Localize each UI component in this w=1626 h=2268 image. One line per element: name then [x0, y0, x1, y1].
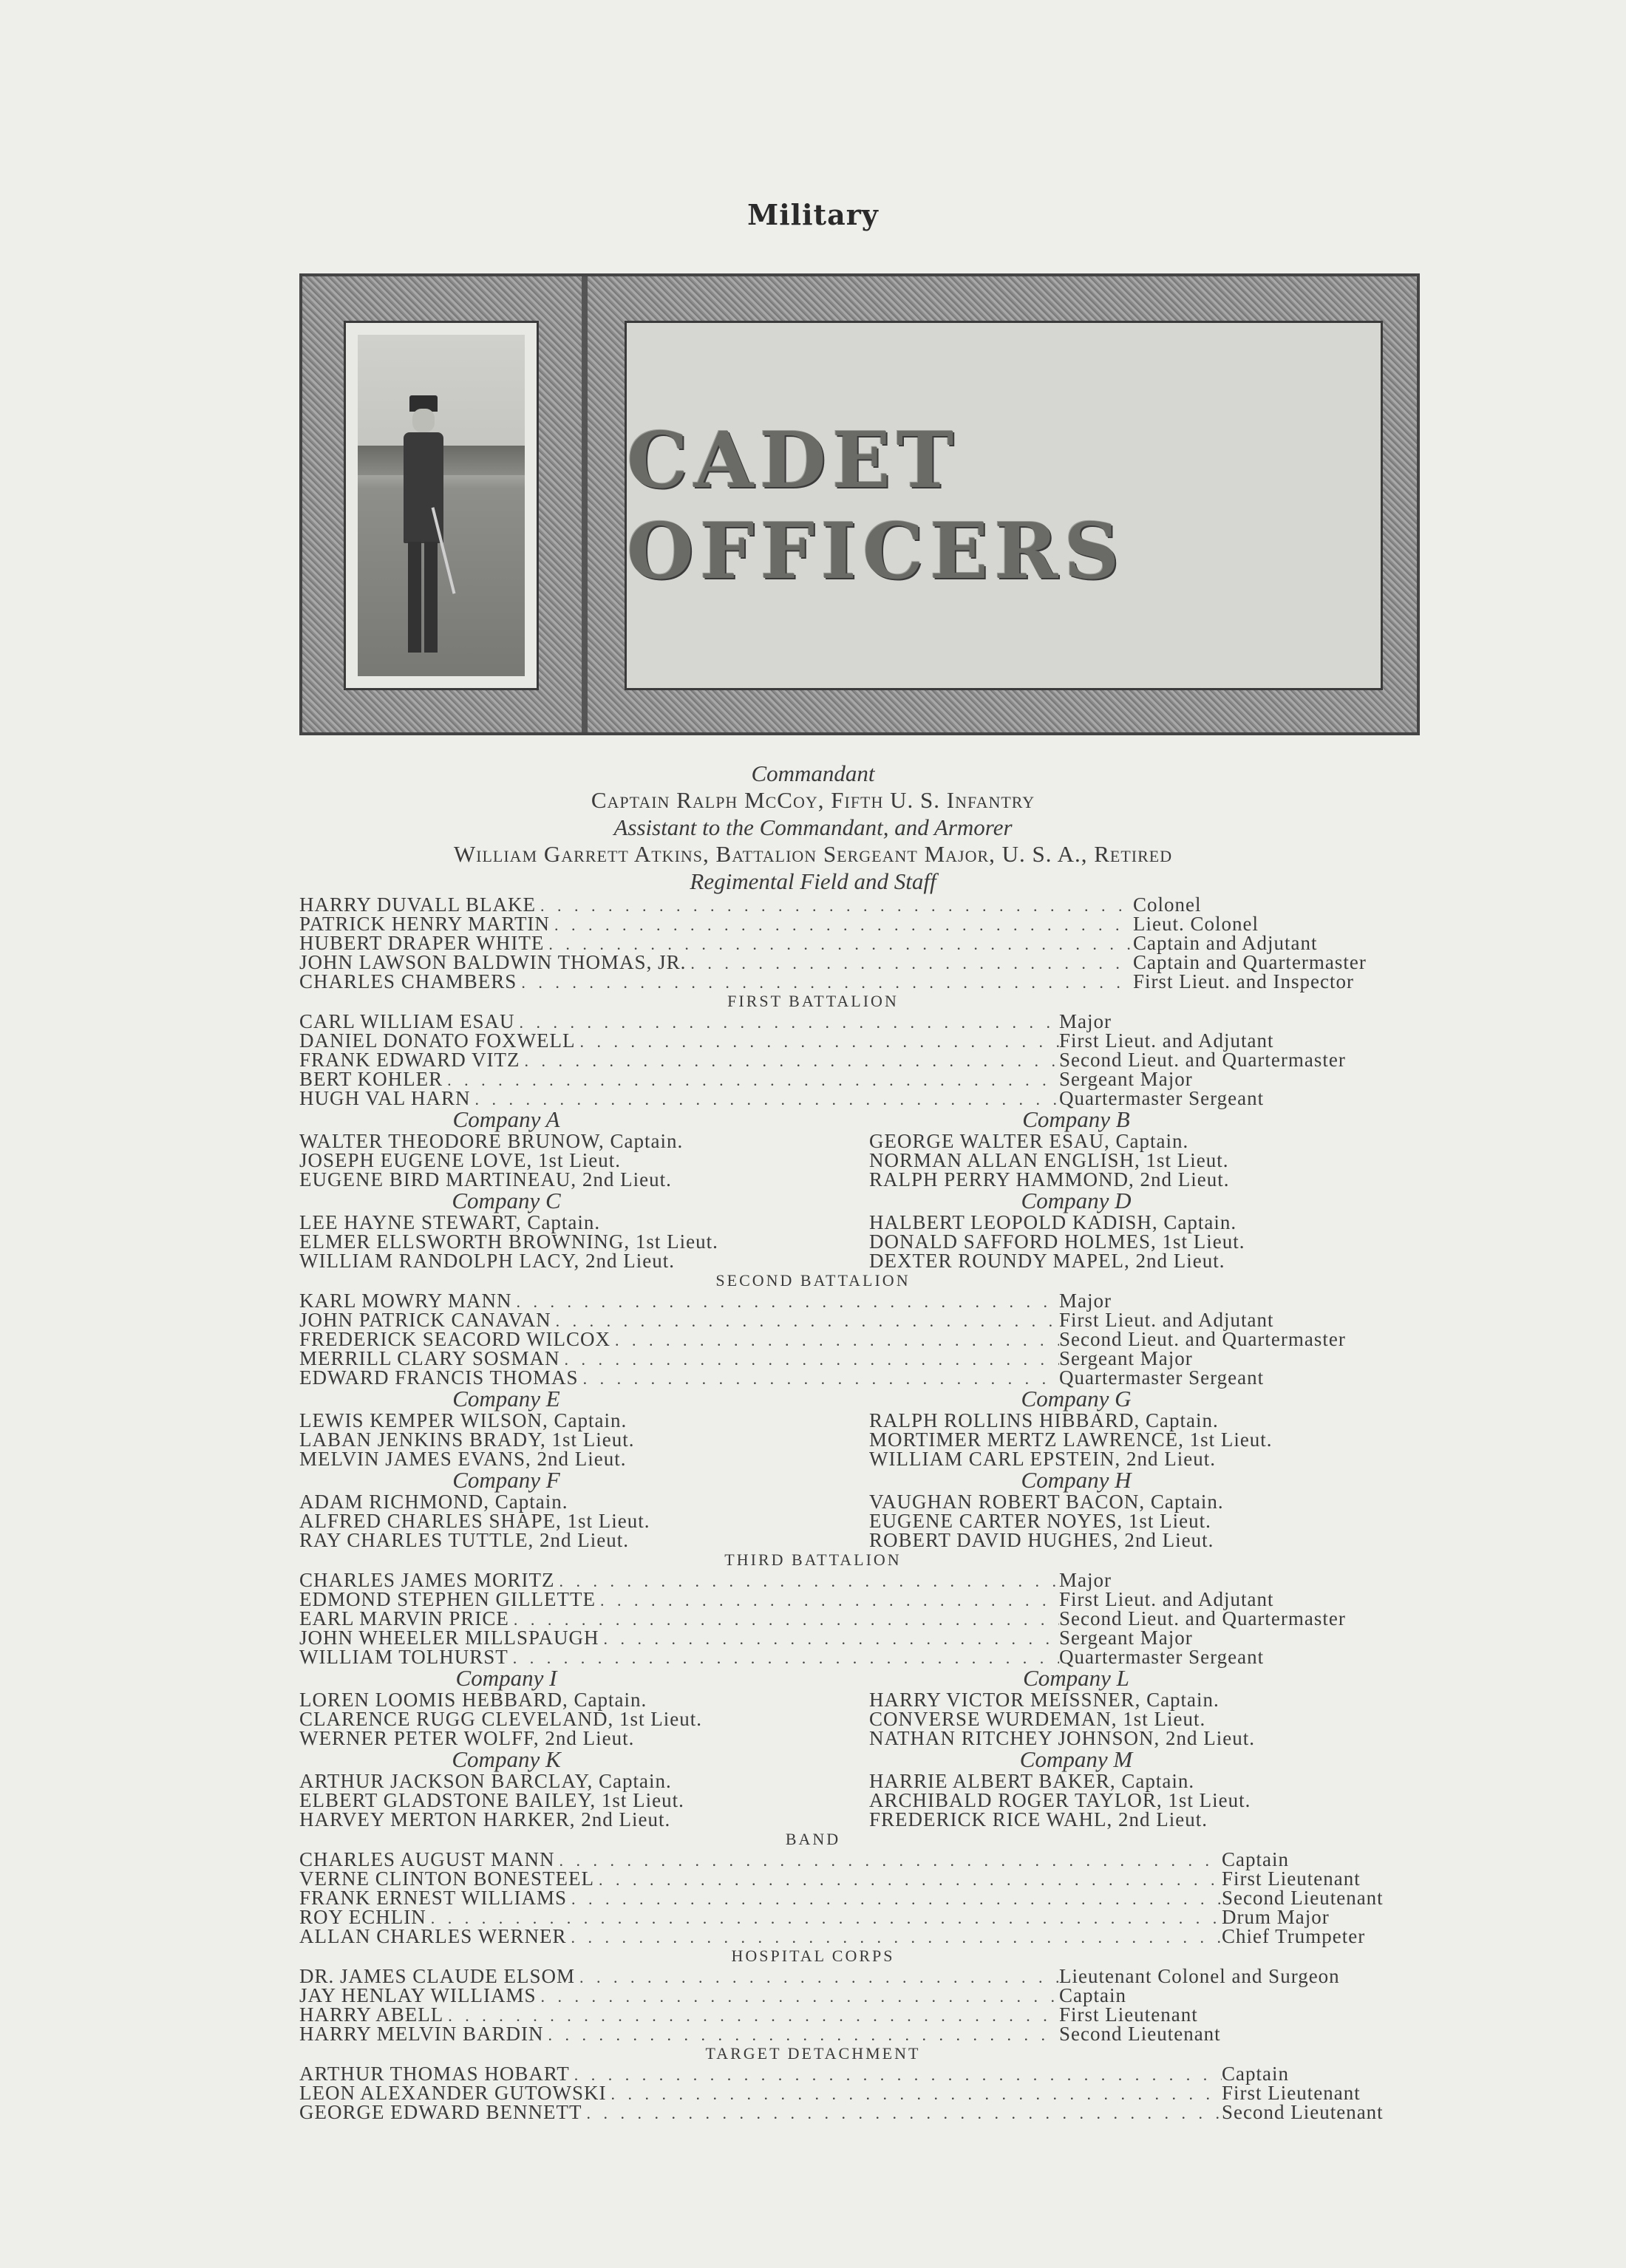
leader-dots: [596, 1591, 1059, 1610]
officer-rank: Sergeant Major: [1059, 1068, 1193, 1090]
hospital-heading: HOSPITAL CORPS: [731, 1947, 895, 1965]
company-officer: ELMER ELLSWORTH BROWNING, 1st Lieut.: [299, 1230, 718, 1253]
battalion-staff-row: [299, 1089, 1423, 1108]
officer-name: HUGH VAL HARN: [299, 1087, 471, 1109]
officer-rank: Quartermaster Sergeant: [1059, 1646, 1265, 1668]
company-right: [869, 1387, 1423, 1468]
company-officer: MORTIMER MERTZ LAWRENCE, 1st Lieut.: [869, 1428, 1273, 1451]
band-row: [299, 1869, 1423, 1888]
officer-rank: Captain and Adjutant: [1133, 932, 1318, 954]
company-officer: ARCHIBALD ROGER TAYLOR, 1st Lieut.: [869, 1789, 1251, 1811]
photo-frame: [344, 321, 539, 690]
battalion-staff-row: [299, 1368, 1423, 1387]
company-officer: WILLIAM RANDOLPH LACY, 2nd Lieut.: [299, 1250, 675, 1272]
company-officer: WALTER THEODORE BRUNOW, Captain.: [299, 1130, 684, 1152]
company-officer: WERNER PETER WOLFF, 2nd Lieut.: [299, 1727, 635, 1749]
banner-title: CADET OFFICERS: [627, 415, 1126, 596]
officer-name: GEORGE EDWARD BENNETT: [299, 2101, 582, 2123]
company-pair: [299, 1387, 1423, 1468]
company-pair: [299, 1468, 1423, 1550]
battalion-staff-row: [299, 1329, 1423, 1349]
commandant-heading: Commandant: [751, 760, 875, 786]
officer-rank: Second Lieutenant: [1222, 1887, 1384, 1909]
leader-dots: [537, 1987, 1059, 2006]
officer-name: ALLAN CHARLES WERNER: [299, 1925, 567, 1947]
officer-name: HARRY DUVALL BLAKE: [299, 893, 537, 916]
officer-rank: First Lieut. and Adjutant: [1059, 1029, 1274, 1052]
officer-name: EDWARD FRANCIS THOMAS: [299, 1366, 579, 1389]
leader-dots: [520, 1052, 1060, 1071]
battalion-staff-row: [299, 1570, 1423, 1590]
officer-rank: Chief Trumpeter: [1222, 1925, 1366, 1947]
staff-row: [299, 972, 1423, 991]
staff-row: [299, 895, 1423, 914]
assistant-name: William Garrett Atkins, Battalion Sergeant Major, U. S. A., Retired: [453, 841, 1173, 867]
target-row: [299, 2083, 1423, 2102]
officer-rank: First Lieutenant: [1059, 2003, 1198, 2026]
company-officer: ARTHUR JACKSON BARCLAY, Captain.: [299, 1770, 672, 1792]
officer-name: MERRILL CLARY SOSMAN: [299, 1347, 560, 1369]
officer-name: WILLIAM TOLHURST: [299, 1646, 508, 1668]
leader-dots: [544, 2026, 1059, 2045]
company-officer: DONALD SAFFORD HOLMES, 1st Lieut.: [869, 1230, 1245, 1253]
officer-name: ARTHUR THOMAS HOBART: [299, 2063, 570, 2085]
company-title: Company C: [452, 1188, 561, 1213]
leader-dots: [555, 1851, 1222, 1870]
company-officer: HALBERT LEOPOLD KADISH, Captain.: [869, 1211, 1237, 1233]
company-officer: ELBERT GLADSTONE BAILEY, 1st Lieut.: [299, 1789, 684, 1811]
company-left: [299, 1468, 853, 1550]
hospital-row: [299, 1966, 1423, 1986]
officer-name: DR. JAMES CLAUDE ELSOM: [299, 1965, 576, 1987]
officer-name: KARL MOWRY MANN: [299, 1290, 512, 1312]
staff-row: [299, 953, 1423, 972]
officer-rank: Major: [1059, 1290, 1112, 1312]
commandant-photo: [358, 335, 525, 676]
company-officer: RALPH PERRY HAMMOND, 2nd Lieut.: [869, 1168, 1230, 1191]
company-title: Company E: [452, 1386, 560, 1411]
leader-dots: [536, 896, 1133, 916]
officer-name: DANIEL DONATO FOXWELL: [299, 1029, 576, 1052]
company-officer: NORMAN ALLAN ENGLISH, 1st Lieut.: [869, 1149, 1229, 1171]
banner-divider: [582, 276, 588, 732]
officer-rank: First Lieut. and Adjutant: [1059, 1309, 1274, 1331]
officer-rank: Major: [1059, 1569, 1112, 1591]
company-officer: EUGENE BIRD MARTINEAU, 2nd Lieut.: [299, 1168, 672, 1191]
officer-rank: Second Lieutenant: [1059, 2023, 1221, 2045]
company-left: [299, 1189, 853, 1270]
battalion-staff-row: [299, 1590, 1423, 1609]
band-row: [299, 1850, 1423, 1869]
company-officer: LEE HAYNE STEWART, Captain.: [299, 1211, 601, 1233]
officer-rank: Second Lieut. and Quartermaster: [1059, 1049, 1346, 1071]
officer-rank: First Lieutenant: [1222, 1867, 1361, 1890]
leader-dots: [686, 954, 1133, 973]
company-officer: WILLIAM CARL EPSTEIN, 2nd Lieut.: [869, 1448, 1216, 1470]
officer-name: FREDERICK SEACORD WILCOX: [299, 1328, 611, 1350]
officer-name: CARL WILLIAM ESAU: [299, 1010, 515, 1032]
company-officer: ALFRED CHARLES SHAPE, 1st Lieut.: [299, 1510, 650, 1532]
leader-dots: [575, 1968, 1059, 1987]
company-officer: LABAN JENKINS BRADY, 1st Lieut.: [299, 1428, 635, 1451]
battalion-staff-row: [299, 1647, 1423, 1666]
company-officer: EUGENE CARTER NOYES, 1st Lieut.: [869, 1510, 1211, 1532]
company-title: Company K: [452, 1746, 561, 1772]
officer-rank: Second Lieutenant: [1222, 2101, 1384, 2123]
commandant-name: Captain Ralph McCoy, Fifth U. S. Infantry: [591, 787, 1035, 813]
officer-name: FRANK EDWARD VITZ: [299, 1049, 520, 1071]
leader-dots: [512, 1293, 1059, 1312]
company-officer: ROBERT DAVID HUGHES, 2nd Lieut.: [869, 1529, 1214, 1551]
leader-dots: [560, 1350, 1059, 1369]
leader-dots: [567, 1890, 1222, 1909]
officer-name: JOHN LAWSON BALDWIN THOMAS, JR.: [299, 951, 687, 973]
battalion-staff-row: [299, 1291, 1423, 1310]
band-heading: BAND: [785, 1830, 841, 1848]
officer-name: HUBERT DRAPER WHITE: [299, 932, 545, 954]
roster-body: [299, 895, 1423, 2122]
company-title: Company I: [455, 1665, 557, 1691]
officer-rank: Captain and Quartermaster: [1133, 951, 1367, 973]
officer-rank: Captain: [1059, 1984, 1126, 2006]
officer-head: [412, 409, 435, 432]
title-panel: [625, 321, 1383, 690]
officer-name: VERNE CLINTON BONESTEEL: [299, 1867, 594, 1890]
company-left: [299, 1748, 853, 1829]
assistant-heading: Assistant to the Commandant, and Armorer: [613, 814, 1013, 840]
leader-dots: [551, 1312, 1059, 1331]
officer-name: JAY HENLAY WILLIAMS: [299, 1984, 537, 2006]
leader-dots: [579, 1369, 1059, 1389]
officer-rank: Drum Major: [1222, 1906, 1330, 1928]
officer-rank: First Lieut. and Adjutant: [1059, 1588, 1274, 1610]
staff-heading: Regimental Field and Staff: [690, 868, 936, 894]
company-officer: VAUGHAN ROBERT BACON, Captain.: [869, 1491, 1224, 1513]
leader-dots: [594, 1870, 1222, 1890]
leader-dots: [567, 1928, 1222, 1947]
leader-dots: [610, 1331, 1059, 1350]
company-right: [869, 1189, 1423, 1270]
company-left: [299, 1108, 853, 1189]
leader-dots: [508, 1649, 1059, 1668]
officer-rank: Sergeant Major: [1059, 1347, 1193, 1369]
target-heading: TARGET DETACHMENT: [705, 2044, 921, 2063]
officer-name: PATRICK HENRY MARTIN: [299, 913, 550, 935]
leader-dots: [443, 1071, 1059, 1090]
battalion-heading: SECOND BATTALION: [715, 1271, 911, 1290]
company-officer: CONVERSE WURDEMAN, 1st Lieut.: [869, 1708, 1206, 1730]
company-right: [869, 1468, 1423, 1550]
company-pair: [299, 1189, 1423, 1270]
company-title: Company M: [1019, 1746, 1133, 1772]
officer-rank: Sergeant Major: [1059, 1627, 1193, 1649]
officer-rank: First Lieutenant: [1222, 2082, 1361, 2104]
officer-name: EDMOND STEPHEN GILLETTE: [299, 1588, 596, 1610]
battalion-staff-row: [299, 1031, 1423, 1050]
hospital-row: [299, 1986, 1423, 2005]
officer-name: JOHN WHEELER MILLSPAUGH: [299, 1627, 599, 1649]
company-title: Company D: [1021, 1188, 1132, 1213]
officer-name: ROY ECHLIN: [299, 1906, 426, 1928]
officer-name: CHARLES JAMES MORITZ: [299, 1569, 555, 1591]
officer-rank: Quartermaster Sergeant: [1059, 1366, 1265, 1389]
roster-content: [0, 760, 1626, 2122]
hospital-row: [299, 2024, 1423, 2043]
company-officer: RALPH ROLLINS HIBBARD, Captain.: [869, 1409, 1219, 1431]
leader-dots: [471, 1090, 1059, 1109]
leader-dots: [550, 916, 1133, 935]
staff-row: [299, 914, 1423, 933]
leader-dots: [599, 1630, 1059, 1649]
battalion-staff-row: [299, 1069, 1423, 1089]
hospital-row: [299, 2005, 1423, 2024]
battalion-heading: THIRD BATTALION: [724, 1550, 902, 1569]
company-title: Company B: [1022, 1106, 1130, 1132]
company-right: [869, 1666, 1423, 1748]
running-head: Military: [747, 198, 879, 231]
officer-rank: Second Lieut. and Quartermaster: [1059, 1328, 1346, 1350]
officer-legs: [408, 542, 438, 653]
company-title: Company A: [452, 1106, 560, 1132]
company-officer: ADAM RICHMOND, Captain.: [299, 1491, 568, 1513]
leader-dots: [582, 2104, 1222, 2123]
officer-rank: Colonel: [1133, 893, 1202, 916]
officer-rank: Quartermaster Sergeant: [1059, 1087, 1265, 1109]
company-officer: FREDERICK RICE WAHL, 2nd Lieut.: [869, 1808, 1208, 1831]
officer-rank: First Lieut. and Inspector: [1133, 970, 1354, 992]
officer-name: FRANK ERNEST WILLIAMS: [299, 1887, 568, 1909]
target-row: [299, 2102, 1423, 2122]
officer-name: LEON ALEXANDER GUTOWSKI: [299, 2082, 607, 2104]
leader-dots: [555, 1572, 1059, 1591]
battalion-staff-row: [299, 1310, 1423, 1329]
company-left: [299, 1387, 853, 1468]
leader-dots: [514, 1013, 1059, 1032]
officer-name: BERT KOHLER: [299, 1068, 443, 1090]
battalion-staff-row: [299, 1609, 1423, 1628]
company-officer: HARRY VICTOR MEISSNER, Captain.: [869, 1689, 1220, 1711]
company-officer: DEXTER ROUNDY MAPEL, 2nd Lieut.: [869, 1250, 1225, 1272]
company-title: Company F: [452, 1467, 560, 1493]
company-officer: HARVEY MERTON HARKER, 2nd Lieut.: [299, 1808, 671, 1831]
band-row: [299, 1907, 1423, 1927]
officer-rank: Captain: [1222, 1848, 1289, 1870]
company-officer: GEORGE WALTER ESAU, Captain.: [869, 1130, 1189, 1152]
staff-row: [299, 933, 1423, 953]
company-left: [299, 1666, 853, 1748]
band-row: [299, 1888, 1423, 1907]
company-title: Company H: [1021, 1467, 1132, 1493]
leader-dots: [606, 2085, 1222, 2104]
officer-name: HARRY MELVIN BARDIN: [299, 2023, 544, 2045]
company-title: Company L: [1023, 1665, 1129, 1691]
company-title: Company G: [1021, 1386, 1132, 1411]
officer-rank: Lieutenant Colonel and Surgeon: [1059, 1965, 1340, 1987]
company-officer: LOREN LOOMIS HEBBARD, Captain.: [299, 1689, 647, 1711]
battalion-staff-row: [299, 1349, 1423, 1368]
officer-rank: Lieut. Colonel: [1133, 913, 1259, 935]
battalion-staff-row: [299, 1628, 1423, 1647]
company-officer: NATHAN RITCHEY JOHNSON, 2nd Lieut.: [869, 1727, 1255, 1749]
officer-rank: Major: [1059, 1010, 1112, 1032]
officer-name: CHARLES CHAMBERS: [299, 970, 517, 992]
leader-dots: [570, 2066, 1222, 2085]
company-officer: JOSEPH EUGENE LOVE, 1st Lieut.: [299, 1149, 621, 1171]
company-officer: MELVIN JAMES EVANS, 2nd Lieut.: [299, 1448, 627, 1470]
officer-name: HARRY ABELL: [299, 2003, 444, 2026]
officer-rank: Captain: [1222, 2063, 1289, 2085]
band-row: [299, 1927, 1423, 1946]
battalion-staff-row: [299, 1012, 1423, 1031]
company-pair: [299, 1748, 1423, 1829]
company-pair: [299, 1108, 1423, 1189]
cadet-officers-banner: [299, 273, 1420, 735]
officer-name: CHARLES AUGUST MANN: [299, 1848, 555, 1870]
battalion-staff-row: [299, 1050, 1423, 1069]
officer-figure: [393, 395, 452, 661]
leader-dots: [575, 1032, 1059, 1052]
company-pair: [299, 1666, 1423, 1748]
officer-name: EARL MARVIN PRICE: [299, 1607, 509, 1630]
officer-rank: Second Lieut. and Quartermaster: [1059, 1607, 1346, 1630]
officer-name: JOHN PATRICK CANAVAN: [299, 1309, 551, 1331]
target-row: [299, 2064, 1423, 2083]
company-right: [869, 1108, 1423, 1189]
leader-dots: [517, 973, 1133, 992]
company-officer: RAY CHARLES TUTTLE, 2nd Lieut.: [299, 1529, 629, 1551]
company-right: [869, 1748, 1423, 1829]
battalion-heading: FIRST BATTALION: [727, 992, 899, 1010]
company-officer: CLARENCE RUGG CLEVELAND, 1st Lieut.: [299, 1708, 702, 1730]
company-officer: HARRIE ALBERT BAKER, Captain.: [869, 1770, 1195, 1792]
company-officer: LEWIS KEMPER WILSON, Captain.: [299, 1409, 627, 1431]
